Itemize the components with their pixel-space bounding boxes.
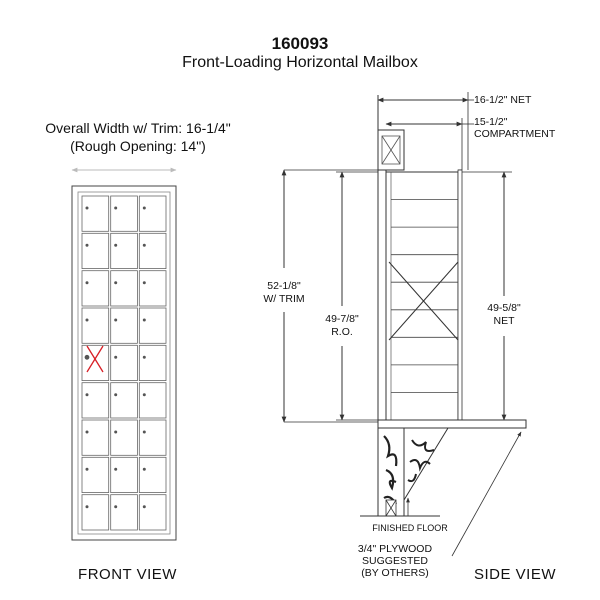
rough-opening-label: (Rough Opening: 14") — [70, 138, 206, 154]
mailbox-door — [82, 495, 109, 530]
lock-icon — [86, 468, 89, 471]
finished-floor-label: FINISHED FLOOR — [372, 523, 448, 533]
rear-panel — [458, 170, 462, 422]
mailbox-door — [82, 196, 109, 231]
door-grid — [82, 196, 166, 530]
mailbox-door — [82, 420, 109, 455]
mailbox-door — [139, 420, 166, 455]
lock-icon — [143, 244, 146, 247]
lock-icon — [86, 431, 89, 434]
mailbox-body-side — [386, 172, 458, 420]
lock-icon — [86, 319, 89, 322]
model-number: 160093 — [271, 34, 329, 53]
lock-icon — [114, 356, 117, 359]
mailbox-door — [82, 383, 109, 418]
mailbox-door — [82, 271, 109, 306]
mailbox-door — [111, 495, 138, 530]
lock-icon — [85, 355, 90, 360]
lock-icon — [114, 244, 117, 247]
lock-icon — [114, 281, 117, 284]
lock-icon — [143, 356, 146, 359]
mailbox-door — [139, 495, 166, 530]
mailbox-door — [111, 308, 138, 343]
lock-icon — [114, 505, 117, 508]
net-width-label: 16-1/2" NET — [474, 94, 532, 106]
mailbox-door — [139, 271, 166, 306]
mailbox-door — [111, 383, 138, 418]
lock-icon — [143, 468, 146, 471]
mailbox-door — [111, 457, 138, 492]
plywood-line-1: 3/4" PLYWOOD — [357, 543, 433, 555]
mailbox-door — [111, 420, 138, 455]
header-stud — [378, 130, 404, 170]
mailbox-door — [82, 233, 109, 268]
compartment-width-value: 15-1/2" — [474, 116, 508, 128]
drawing-title: Front-Loading Horizontal Mailbox — [182, 54, 418, 71]
mailbox-door — [139, 233, 166, 268]
lock-icon — [143, 319, 146, 322]
mailbox-door — [139, 196, 166, 231]
lock-icon — [114, 207, 117, 210]
lock-icon — [86, 207, 89, 210]
trim-height-value: 52-1/8" — [267, 280, 301, 292]
mailbox-door — [82, 345, 109, 380]
mailbox-door — [139, 308, 166, 343]
mailbox-door — [82, 308, 109, 343]
mailbox-door — [139, 383, 166, 418]
side-view-caption: SIDE VIEW — [473, 566, 556, 583]
overall-width-label: Overall Width w/ Trim: 16-1/4" — [45, 120, 231, 136]
mailbox-door — [111, 196, 138, 231]
mailbox-door — [139, 457, 166, 492]
lock-icon — [86, 505, 89, 508]
support-bracket — [404, 428, 448, 500]
lock-icon — [114, 431, 117, 434]
lock-icon — [143, 431, 146, 434]
trim-strip — [378, 170, 386, 422]
mailbox-door — [111, 233, 138, 268]
plywood-shelf — [378, 420, 526, 428]
lock-icon — [114, 393, 117, 396]
lock-icon — [143, 393, 146, 396]
lock-icon — [86, 393, 89, 396]
lock-icon — [143, 505, 146, 508]
mailbox-door — [139, 345, 166, 380]
lock-icon — [114, 468, 117, 471]
ro-height-value: 49-7/8" — [325, 313, 359, 325]
plywood-line-3: (BY OTHERS) — [361, 567, 429, 579]
front-view — [72, 170, 176, 540]
trim-height-label: W/ TRIM — [263, 293, 305, 305]
lock-icon — [86, 281, 89, 284]
lock-icon — [143, 207, 146, 210]
lock-icon — [143, 281, 146, 284]
mailbox-door — [82, 457, 109, 492]
net-height-value: 49-5/8" — [487, 302, 521, 314]
mailbox-door — [111, 345, 138, 380]
lock-icon — [86, 244, 89, 247]
mailbox-door — [111, 271, 138, 306]
ro-height-label: R.O. — [331, 326, 353, 338]
compartment-width-label: COMPARTMENT — [474, 128, 556, 140]
plywood-line-2: SUGGESTED — [362, 555, 428, 567]
net-height-label: NET — [493, 315, 515, 327]
plywood-leader — [452, 432, 521, 556]
lock-icon — [114, 319, 117, 322]
front-view-caption: FRONT VIEW — [78, 566, 177, 583]
